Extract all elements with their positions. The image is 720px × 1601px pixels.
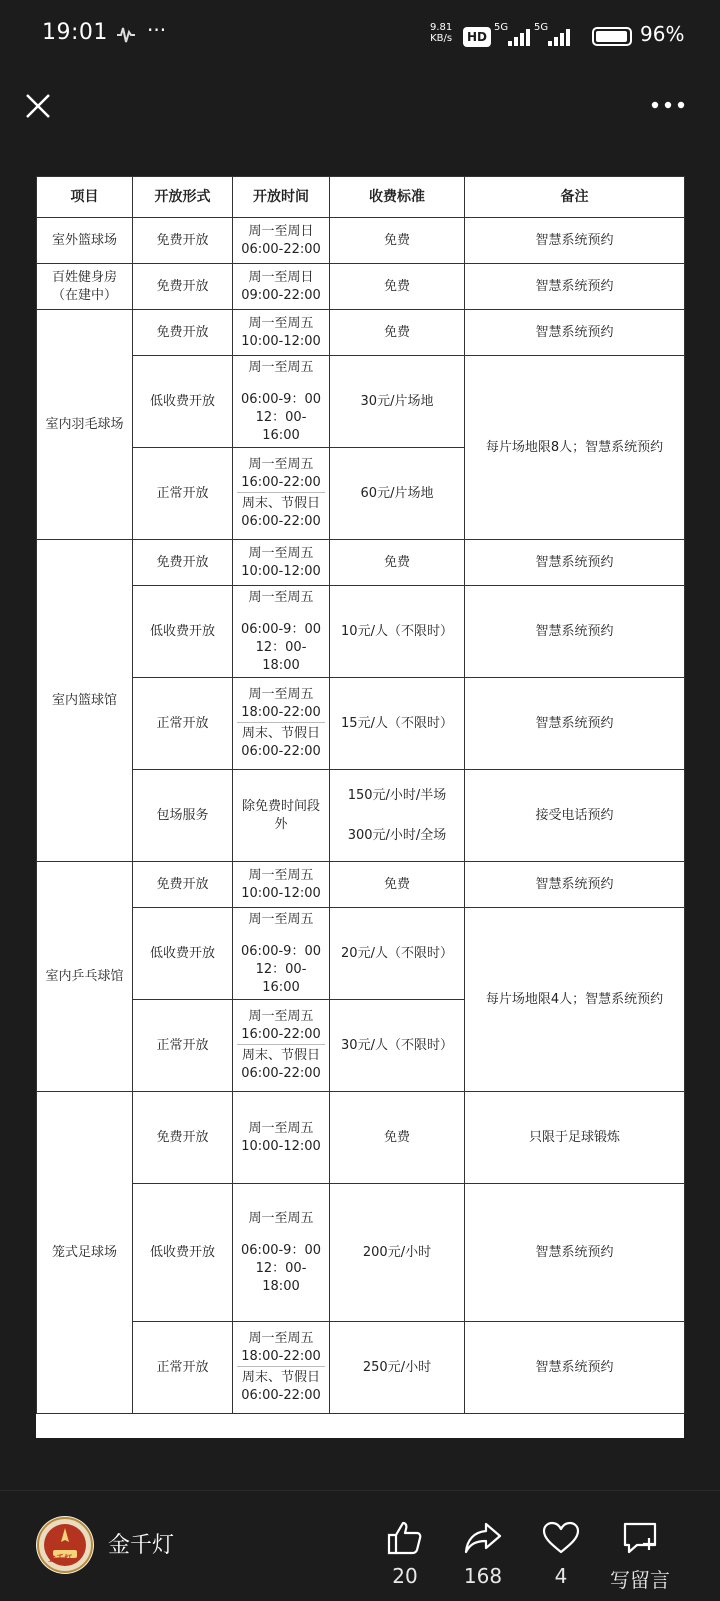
share-icon <box>463 1520 503 1556</box>
note-cell: 智慧系统预约 <box>465 218 685 264</box>
note-cell: 智慧系统预约 <box>465 862 685 908</box>
time-cell: 周一至周五 10:00-12:00 <box>233 1092 330 1184</box>
note-cell: 接受电话预约 <box>465 770 685 862</box>
fee-cell: 免费 <box>330 540 465 586</box>
favorite-count: 4 <box>554 1564 568 1588</box>
status-bar <box>0 0 720 72</box>
network-speed: 9.81 KB/s <box>430 22 453 44</box>
fee-cell: 250元/小时 <box>330 1322 465 1414</box>
like-button[interactable] <box>370 1520 440 1590</box>
mode-cell: 正常开放 <box>133 1322 233 1414</box>
mode-cell: 低收费开放 <box>133 586 233 678</box>
note-cell: 智慧系统预约 <box>465 678 685 770</box>
mode-cell: 免费开放 <box>133 1092 233 1184</box>
time-cell: 周一至周五 16:00-22:00 周末、节假日 06:00-22:00 <box>233 448 330 540</box>
table-row <box>37 1322 685 1414</box>
table-row <box>37 356 685 448</box>
app-notification-icon <box>115 24 137 46</box>
like-count: 20 <box>392 1564 418 1588</box>
fee-cell: 30元/片场地 <box>330 356 465 448</box>
table-row <box>37 586 685 678</box>
fee-cell: 免费 <box>330 218 465 264</box>
time-cell: 周一至周日 09:00-22:00 <box>233 264 330 310</box>
table-row <box>37 862 685 908</box>
mode-cell: 低收费开放 <box>133 356 233 448</box>
fee-cell: 10元/人（不限时） <box>330 586 465 678</box>
note-cell: 只限于足球锻炼 <box>465 1092 685 1184</box>
project-cell: 室外篮球场 <box>37 218 133 264</box>
venue-schedule-table <box>36 176 685 1414</box>
favorite-button[interactable] <box>526 1520 596 1590</box>
author-name[interactable]: 金千灯 <box>108 1533 175 1558</box>
time-cell: 周一至周五 10:00-12:00 <box>233 862 330 908</box>
note-cell: 智慧系统预约 <box>465 586 685 678</box>
author-avatar[interactable] <box>36 1516 94 1574</box>
signal-icon-sim2: 5G <box>534 24 578 48</box>
note-cell: 智慧系统预约 <box>465 1322 685 1414</box>
comment-add-icon <box>620 1520 660 1556</box>
fee-cell: 150元/小时/半场 300元/小时/全场 <box>330 770 465 862</box>
schedule-image[interactable] <box>36 176 684 1438</box>
time-cell: 周一至周五 18:00-22:00 周末、节假日 06:00-22:00 <box>233 1322 330 1414</box>
time-cell: 周一至周五 10:00-12:00 <box>233 310 330 356</box>
note-cell: 智慧系统预约 <box>465 310 685 356</box>
avatar-logo-icon <box>36 1516 94 1574</box>
mode-cell: 正常开放 <box>133 448 233 540</box>
project-cell: 室内羽毛球场 <box>37 310 133 540</box>
write-comment-label: 写留言 <box>610 1568 670 1592</box>
fee-cell: 200元/小时 <box>330 1184 465 1322</box>
fee-cell: 15元/人（不限时） <box>330 678 465 770</box>
hd-voice-badge: HD <box>463 27 491 47</box>
status-time: 19:01 <box>42 20 108 45</box>
mode-cell: 免费开放 <box>133 540 233 586</box>
thumbs-up-icon <box>385 1520 425 1556</box>
more-options-icon[interactable] <box>650 100 686 110</box>
heart-icon <box>541 1520 581 1556</box>
note-cell: 智慧系统预约 <box>465 1184 685 1322</box>
table-row <box>37 908 685 1000</box>
more-notifications-icon: ··· <box>147 18 167 42</box>
share-button[interactable] <box>448 1520 518 1590</box>
mode-cell: 低收费开放 <box>133 908 233 1000</box>
project-cell: 笼式足球场 <box>37 1092 133 1414</box>
fee-cell: 20元/人（不限时） <box>330 908 465 1000</box>
note-cell: 智慧系统预约 <box>465 540 685 586</box>
note-cell: 智慧系统预约 <box>465 264 685 310</box>
table-row <box>37 678 685 770</box>
header-mode: 开放形式 <box>133 177 233 218</box>
table-header-row <box>37 177 685 218</box>
mode-cell: 包场服务 <box>133 770 233 862</box>
mode-cell: 免费开放 <box>133 218 233 264</box>
time-cell: 周一至周五 18:00-22:00 周末、节假日 06:00-22:00 <box>233 678 330 770</box>
header-note: 备注 <box>465 177 685 218</box>
write-comment-button[interactable] <box>600 1520 680 1590</box>
time-cell: 周一至周日 06:00-22:00 <box>233 218 330 264</box>
table-row <box>37 218 685 264</box>
table-row <box>37 310 685 356</box>
table-row <box>37 770 685 862</box>
close-icon[interactable] <box>24 92 52 120</box>
time-cell: 周一至周五 06:00-9：00 12：00-16:00 <box>233 356 330 448</box>
time-cell: 除免费时间段 外 <box>233 770 330 862</box>
note-cell: 每片场地限4人；智慧系统预约 <box>465 908 685 1092</box>
fee-cell: 60元/片场地 <box>330 448 465 540</box>
header-fee: 收费标准 <box>330 177 465 218</box>
avatar-text: 金千灯 <box>48 1554 72 1563</box>
signal-icon-sim1: 5G <box>494 24 538 48</box>
table-row <box>37 1184 685 1322</box>
time-cell: 周一至周五 10:00-12:00 <box>233 540 330 586</box>
project-cell: 室内篮球馆 <box>37 540 133 862</box>
fee-cell: 免费 <box>330 1092 465 1184</box>
fee-cell: 30元/人（不限时） <box>330 1000 465 1092</box>
project-cell: 室内乒乓球馆 <box>37 862 133 1092</box>
battery-percent: 96% <box>640 22 685 46</box>
fee-cell: 免费 <box>330 310 465 356</box>
time-cell: 周一至周五 06:00-9：00 12：00-18:00 <box>233 1184 330 1322</box>
fee-cell: 免费 <box>330 862 465 908</box>
mode-cell: 低收费开放 <box>133 1184 233 1322</box>
share-count: 168 <box>463 1564 503 1588</box>
header-project: 项目 <box>37 177 133 218</box>
battery-icon <box>592 27 632 46</box>
mode-cell: 正常开放 <box>133 678 233 770</box>
table-row <box>37 1092 685 1184</box>
note-cell: 每片场地限8人；智慧系统预约 <box>465 356 685 540</box>
table-row <box>37 540 685 586</box>
header-time: 开放时间 <box>233 177 330 218</box>
mode-cell: 免费开放 <box>133 862 233 908</box>
time-cell: 周一至周五 06:00-9：00 12：00-16:00 <box>233 908 330 1000</box>
time-cell: 周一至周五 16:00-22:00 周末、节假日 06:00-22:00 <box>233 1000 330 1092</box>
mode-cell: 正常开放 <box>133 1000 233 1092</box>
top-bar <box>0 72 720 144</box>
project-cell: 百姓健身房 （在建中） <box>37 264 133 310</box>
mode-cell: 免费开放 <box>133 310 233 356</box>
fee-cell: 免费 <box>330 264 465 310</box>
time-cell: 周一至周五 06:00-9：00 12：00-18:00 <box>233 586 330 678</box>
table-row <box>37 264 685 310</box>
mode-cell: 免费开放 <box>133 264 233 310</box>
